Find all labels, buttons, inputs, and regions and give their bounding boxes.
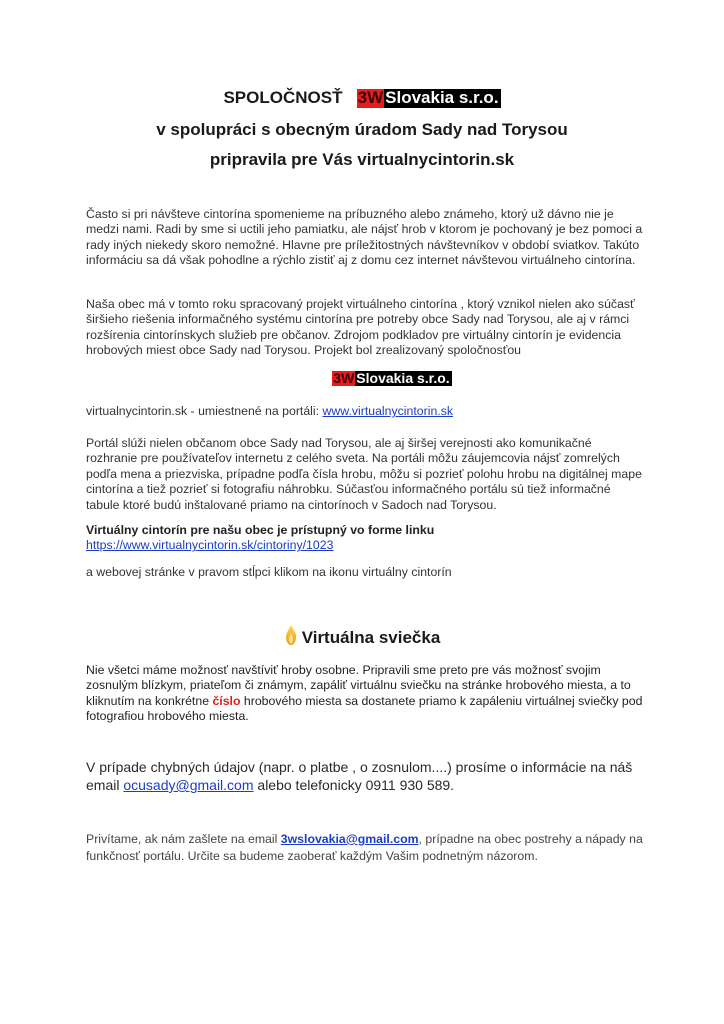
company-label: SPOLOČNOSŤ [223,88,343,107]
portal-paragraph [86,436,646,513]
logo-name: Slovakia s.r.o. [356,370,450,386]
logo-prefix: 3W [333,370,355,386]
feedback-text-before: Privítame, ak nám zašlete na email [86,832,281,846]
candle-text-before: Nie všetci máme možnosť navštíviť hroby osobne. Pripravili sme preto pre vás možnosť svojim zosnulým blízkym, priateľom či známym, zapáliť virtuálnu sviečku na stránke hrobového miesta, a to kliknutím na konkrétne [86,663,631,708]
feedback-email-link[interactable]: 3wslovakia@gmail.com [280,832,419,846]
heading-prepared: pripravila pre Vás virtualnycintorin.sk [209,150,515,169]
logo-prefix: 3W [357,88,384,107]
contact-email-link[interactable]: ocusady@gmail.com [123,777,254,793]
candle-highlight: číslo [212,693,241,708]
intro-paragraph-1 [86,207,646,269]
contact-text-before: V prípade chybných údajov (napr. o platbe , o zosnulom....) prosíme o informácie na náš email [86,759,633,793]
logo-name: Slovakia s.r.o. [385,88,499,107]
cemetery-link[interactable]: https://www.virtualnycintorin.sk/cintoriny/1023 [86,538,334,553]
access-bold-text: Virtuálny cintorín pre našu obec je prístupný vo forme linku [86,523,435,537]
portal-link[interactable]: www.virtualnycintorin.sk [322,404,454,418]
logo-block [0,370,724,386]
intro-paragraph-2 [86,297,646,359]
contact-text-after: alebo telefonicky 0911 930 589. [253,777,455,793]
portal-text: virtualnycintorin.sk - umiestnené na portáli: [86,404,323,418]
access-block [86,523,646,554]
heading-cooperation: v spolupráci s obecným úradom Sady nad Torysou [156,120,568,139]
intro-text-1: Často si pri návšteve cintorína spomenieme na príbuzného alebo známeho, ktorý už dávno nie je medzi nami. Radi by sme si uctili jeho pamiatku, ale nájsť hrob v ktorom je pochovaný je bez pomoci a rady iných niekedy skoro nemožné. Hlavne pre príležitostných návštevníkov v období sviatkov. Takúto informáciu sa dá však pohodlne a rýchlo zistiť aj z domu cez internet návštevou virtuálneho cintorína. [86,207,643,268]
candle-flame-icon [284,624,298,646]
intro-text-2: Naša obec má v tomto roku spracovaný projekt virtuálneho cintorína , ktorý vznikol nielen ako súčasť širšieho riešenia informačného systému cintorína pre potreby obce Sady nad Torysou, ale aj v rámci rozšírenia cintorínskych služieb pre občanov. Zdrojom podkladov pre virtuálny cintorín je evidencia hrobových miest obce Sady nad Torysou. Projekt bol zrealizovaný spoločnosťou [86,297,635,358]
contact-paragraph [86,758,666,794]
company-logo-inline [332,371,451,386]
candle-paragraph [86,663,646,725]
feedback-text-after: , prípadne na obec postrehy a nápady na funkčnosť portálu. Určite sa budeme zaoberať každým Vašim podnetným názorom. [86,832,643,863]
heading-company [0,88,724,108]
portal-paragraph-text: Portál slúži nielen občanom obce Sady nad Torysou, ale aj širšej verejnosti ako komunikačné rozhranie pre používateľov internetu z celého sveta. Na portáli môžu záujemcovia nájsť zomrelých podľa mena a priezviska, prípadne podľa čísla hrobu, môžu si pozrieť polohu hrobu na digitálnej mape cintorína a tiež pozrieť si fotografiu náhrobku. Súčasťou informačného portálu sú tiež informačné tabule ktoré budú inštalované priamo na cintorínoch v Sadoch nad Torysou. [86,436,642,512]
candle-heading [0,624,724,648]
candle-title: Virtuálna sviečka [301,628,441,647]
company-logo [357,89,501,108]
candle-text-after: hrobového miesta sa dostanete priamo k zapáleniu virtuálnej sviečky pod fotografiou hrobového miesta. [86,693,643,724]
portal-line [86,404,646,419]
access-after: a webovej stránke v pravom stĺpci klikom na ikonu virtuálny cintorín [86,565,452,579]
feedback-paragraph [86,831,666,865]
